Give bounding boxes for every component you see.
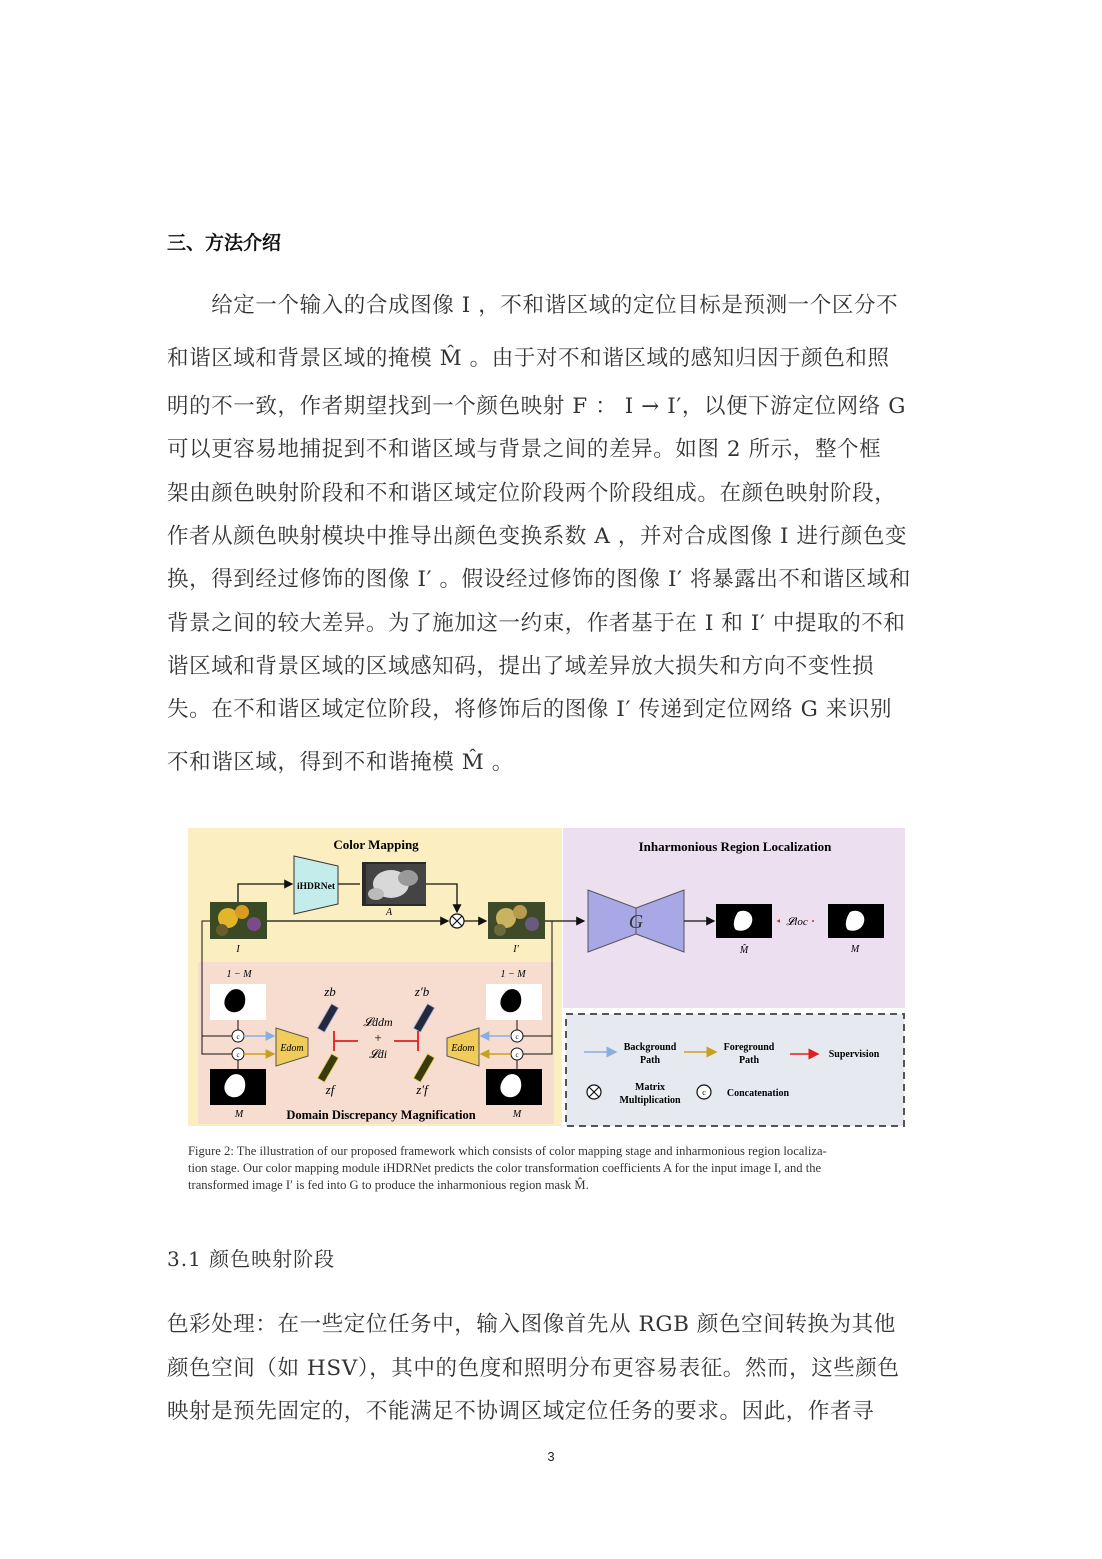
label-l-loc: 𝓛loc <box>786 916 808 928</box>
label-z-b-prime: z′b <box>414 984 430 999</box>
background-mask-left <box>210 984 266 1020</box>
label-i-prime: I′ <box>513 944 519 955</box>
body-line: 色彩处理：在一些定位任务中，输入图像首先从 RGB 颜色空间转换为其他 <box>167 1312 896 1337</box>
label-m-hat: M̂ <box>739 945 749 956</box>
body-line: 和谐区域和背景区域的掩模 M̂ 。由于对不和谐区域的感知归因于颜色和照 <box>167 346 890 371</box>
body-line: 换，得到经过修饰的图像 I′ 。假设经过修饰的图像 I′ 将暴露出不和谐区域和 <box>167 567 911 592</box>
color-mapping-title: Color Mapping <box>333 837 419 852</box>
legend-concatenation: Concatenation <box>726 1088 790 1099</box>
legend-foreground-path-2: Path <box>739 1055 759 1066</box>
localization-title: Inharmonious Region Localization <box>638 839 832 854</box>
ddm-title: Domain Discrepancy Magnification <box>286 1108 476 1122</box>
figure-caption <box>188 1143 908 1194</box>
transformed-image-i-prime <box>488 902 545 939</box>
label-l-di: 𝓛di <box>368 1047 388 1061</box>
label-i: I <box>236 944 240 955</box>
page-number: 3 <box>547 1449 555 1464</box>
concat-c: c <box>515 1033 519 1041</box>
body-line: 不和谐区域，得到不和谐掩模 M̂ 。 <box>167 750 514 775</box>
legend-panel <box>566 1014 904 1126</box>
label-z-f-prime: z′f <box>416 1082 428 1097</box>
concat-c: c <box>236 1051 240 1059</box>
foreground-mask-right <box>486 1069 542 1105</box>
body-line: 失。在不和谐区域定位阶段，将修饰后的图像 I′ 传递到定位网络 G 来识别 <box>167 697 893 722</box>
legend-background-path: Background <box>623 1042 677 1053</box>
label-m-top: M <box>850 944 860 955</box>
predicted-mask-m-hat <box>716 904 772 938</box>
label-plus: + <box>374 1030 382 1045</box>
framework-figure <box>186 826 908 1130</box>
legend-background-path-2: Path <box>640 1055 660 1066</box>
body-line: 架由颜色映射阶段和不和谐区域定位阶段两个阶段组成。在颜色映射阶段， <box>167 481 897 506</box>
label-a: A <box>385 907 393 918</box>
section-heading: 三、方法介绍 <box>167 232 282 254</box>
subsection-title: 3.1 颜色映射阶段 <box>167 1247 336 1271</box>
body-line: 映射是预先固定的，不能满足不协调区域定位任务的要求。因此，作者寻 <box>167 1399 875 1424</box>
label-z-b: zb <box>324 984 336 999</box>
body-line: 背景之间的较大差异。为了施加这一约束，作者基于在 I 和 I′ 中提取的不和 <box>167 611 906 636</box>
coefficients-image-a <box>362 862 426 906</box>
legend-matrix-multiplication: Matrix <box>635 1082 665 1093</box>
caption-line: tion stage. Our color mapping module iHDRNet predicts the color transformation coefficients A for the input image I, and the <box>188 1161 822 1175</box>
caption-line: transformed image I′ is fed into G to produce the inharmonious region mask M̂. <box>188 1178 589 1192</box>
label-one-minus-m-left: 1 − M <box>226 969 252 980</box>
body-line: 作者从颜色映射模块中推导出颜色变换系数 A ，并对合成图像 I 进行颜色变 <box>167 524 908 549</box>
body-line: 明的不一致，作者期望找到一个颜色映射 F ： I → I′，以便下游定位网络 G <box>167 394 906 419</box>
label-m-right: M <box>512 1109 522 1120</box>
background-mask-right <box>486 984 542 1020</box>
ground-truth-mask-m <box>828 904 884 938</box>
legend-foreground-path: Foreground <box>723 1042 775 1053</box>
legend-matrix-multiplication-2: Multiplication <box>619 1095 681 1106</box>
label-e-dom-right: Edom <box>451 1043 475 1054</box>
concat-c: c <box>515 1051 519 1059</box>
foreground-mask-left <box>210 1069 266 1105</box>
concat-c: c <box>236 1033 240 1041</box>
label-m-left: M <box>234 1109 244 1120</box>
legend-concat-c: c <box>702 1088 706 1097</box>
body-line: 谐区域和背景区域的区域感知码，提出了域差异放大损失和方向不变性损 <box>167 654 875 679</box>
body-line: 可以更容易地捕捉到不和谐区域与背景之间的差异。如图 2 所示，整个框 <box>167 437 882 462</box>
body-line: 给定一个输入的合成图像 I ，不和谐区域的定位目标是预测一个区分不 <box>167 293 899 318</box>
body-line: 颜色空间（如 HSV），其中的色度和照明分布更容易表征。然而，这些颜色 <box>167 1356 900 1381</box>
input-image-i <box>210 902 267 939</box>
caption-line: Figure 2: The illustration of our proposed framework which consists of color mapping stage and inharmonious region localiza- <box>188 1144 827 1158</box>
label-one-minus-m-right: 1 − M <box>500 969 526 980</box>
label-g: G <box>628 911 644 933</box>
label-l-ddm: 𝓛ddm <box>363 1015 393 1029</box>
legend-supervision: Supervision <box>828 1049 880 1060</box>
label-e-dom-left: Edom <box>280 1043 304 1054</box>
label-z-f: zf <box>325 1082 335 1097</box>
ihdrnet-label: iHDRNet <box>297 882 335 892</box>
